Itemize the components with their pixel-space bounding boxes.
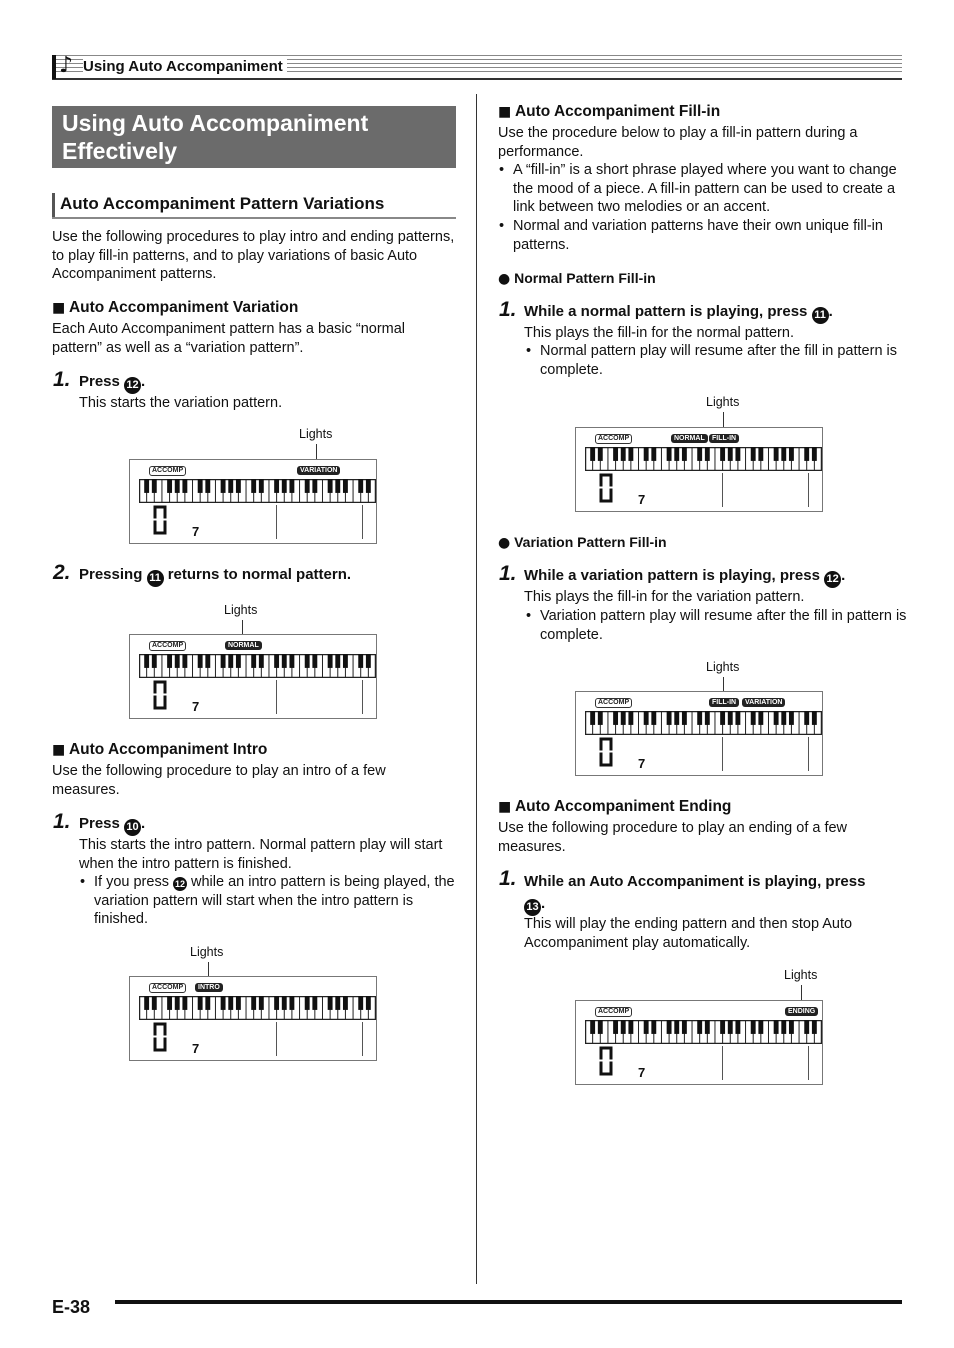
bullet-note: • Normal and variation patterns have their own unique fill-in patterns. (499, 218, 883, 253)
bullet-icon: • (80, 874, 86, 890)
tempo-digit: 7 (638, 492, 646, 507)
step-description: This plays the fill-in for the normal pattern. (524, 325, 794, 341)
normal-indicator: NORMAL (225, 641, 262, 650)
keyboard-graphic (585, 1020, 822, 1044)
display-divider (722, 1046, 723, 1080)
button-11-icon: 11 (812, 307, 829, 324)
square-bullet-icon: ■ (498, 799, 512, 815)
step-number: 1. (499, 298, 517, 321)
lcd-display (129, 459, 377, 544)
step-description: This plays the fill-in for the variation pattern. (524, 589, 805, 605)
bullet-icon: • (499, 162, 505, 178)
fillin-paragraph: Use the procedure below to play a fill-in pattern during a performance. (498, 125, 858, 160)
bullet-note: • A “fill-in” is a short phrase played where you want to change the mood of a piece. A fill-in pattern can be used to create a link between two melodies or an accent. (499, 162, 897, 215)
display-divider (276, 505, 277, 539)
keyboard-graphic (139, 996, 376, 1020)
normal-indicator: NORMAL (671, 434, 708, 443)
display-divider (362, 680, 363, 714)
step-number: 1. (499, 867, 517, 890)
keyboard-graphic (139, 654, 376, 678)
ending-paragraph: Use the following procedure to play an ending of a few measures. (498, 820, 848, 855)
button-11-icon: 11 (147, 570, 164, 587)
circle-bullet-icon: ● (498, 535, 511, 551)
digit-segment-icon (152, 680, 168, 710)
variation-indicator: VARIATION (742, 698, 785, 707)
lights-label: Lights (706, 395, 740, 409)
display-divider (808, 473, 809, 507)
ending-indicator: ENDING (785, 1007, 818, 1016)
step-instruction: While a normal pattern is playing, press 11 . (524, 302, 833, 324)
column-divider (476, 94, 477, 1284)
bullet-note: • If you press 12 while an intro pattern is being played, the variation pattern will start when the intro pattern is finished. (80, 874, 455, 927)
display-divider (362, 1022, 363, 1056)
display-divider (276, 680, 277, 714)
button-13-icon: 13 (524, 899, 541, 916)
digit-segment-icon (598, 737, 614, 767)
button-12-icon: 12 (824, 571, 841, 588)
accomp-indicator: ACCOMP (149, 641, 186, 651)
footer-rule (115, 1300, 902, 1304)
digit-segment-icon (598, 1046, 614, 1076)
lights-label: Lights (299, 427, 333, 441)
lcd-display (575, 427, 823, 512)
keyboard-graphic (585, 447, 822, 471)
running-header: Using Auto Accompaniment (83, 58, 287, 76)
display-divider (722, 737, 723, 771)
variation-indicator: VARIATION (297, 466, 340, 475)
tempo-digit: 7 (638, 1065, 646, 1080)
music-note-icon: ♪ (59, 53, 74, 78)
variation-paragraph: Each Auto Accompaniment pattern has a basic “normal pattern” as well as a “variation pattern”. (52, 321, 406, 356)
ending-heading: ■ Auto Accompaniment Ending (498, 798, 732, 815)
tempo-digit: 7 (192, 1041, 200, 1056)
section-subheading: Auto Accompaniment Pattern Variations (60, 194, 385, 213)
step-description: This starts the variation pattern. (79, 395, 283, 411)
intro-heading: ■ Auto Accompaniment Intro (52, 741, 268, 758)
keyboard-graphic (139, 479, 376, 503)
tempo-digit: 7 (192, 524, 200, 539)
lights-label: Lights (224, 603, 258, 617)
step-instruction: While an Auto Accompaniment is playing, press 13 . (524, 871, 904, 916)
step-number: 2. (53, 561, 71, 584)
lcd-display (129, 976, 377, 1061)
digit-segment-icon (152, 1022, 168, 1052)
fillin-heading: ■ Auto Accompaniment Fill-in (498, 103, 721, 120)
display-divider (276, 1022, 277, 1056)
digit-segment-icon (152, 505, 168, 535)
step-number: 1. (53, 810, 71, 833)
intro-section-paragraph: Use the following procedure to play an intro of a few measures. (52, 763, 386, 798)
step-description: This will play the ending pattern and then stop Auto Accompaniment play automatically. (524, 916, 853, 951)
step-number: 1. (53, 368, 71, 391)
button-10-icon: 10 (124, 819, 141, 836)
step-instruction: While a variation pattern is playing, press 12 . (524, 566, 845, 588)
fill-in-indicator: FILL-IN (709, 698, 739, 707)
bullet-note: • Variation pattern play will resume after the fill in pattern is complete. (526, 608, 907, 643)
tempo-digit: 7 (638, 756, 646, 771)
step-instruction: Pressing 11 returns to normal pattern. (79, 565, 351, 587)
lcd-display (129, 634, 377, 719)
accomp-indicator: ACCOMP (595, 698, 632, 708)
lights-label: Lights (190, 945, 224, 959)
bullet-note: • Normal pattern play will resume after the fill in pattern is complete. (526, 343, 898, 378)
display-divider (722, 473, 723, 507)
lcd-display (575, 691, 823, 776)
subheading-bar (52, 193, 55, 218)
subheading-underline (52, 217, 456, 219)
lcd-display (575, 1000, 823, 1085)
square-bullet-icon: ■ (52, 300, 66, 316)
intro-indicator: INTRO (195, 983, 223, 992)
page-title: Using Auto Accompaniment Effectively (62, 110, 369, 164)
bullet-icon: • (526, 608, 532, 624)
header-bar (52, 55, 56, 79)
square-bullet-icon: ■ (52, 742, 66, 758)
keyboard-graphic (585, 711, 822, 735)
tempo-digit: 7 (192, 699, 200, 714)
intro-paragraph: Use the following procedures to play intro and ending patterns, to play fill-in patterns, and to play variations of basic Auto Accompaniment patterns. (52, 229, 455, 282)
step-number: 1. (499, 562, 517, 585)
normal-fillin-subheading: ● Normal Pattern Fill-in (498, 270, 656, 287)
bullet-icon: • (526, 343, 532, 359)
display-divider (808, 737, 809, 771)
button-12-icon: 12 (124, 377, 141, 394)
digit-segment-icon (598, 473, 614, 503)
bullet-icon: • (499, 218, 505, 234)
step-instruction: Press 10 . (79, 814, 145, 836)
variation-heading: ■ Auto Accompaniment Variation (52, 299, 299, 316)
button-12-icon: 12 (174, 879, 185, 889)
accomp-indicator: ACCOMP (149, 466, 186, 476)
lights-label: Lights (706, 660, 740, 674)
accomp-indicator: ACCOMP (149, 983, 186, 993)
fill-in-indicator: FILL-IN (709, 434, 739, 443)
variation-fillin-subheading: ● Variation Pattern Fill-in (498, 534, 667, 551)
display-divider (362, 505, 363, 539)
page-number: E-38 (52, 1297, 91, 1317)
square-bullet-icon: ■ (498, 104, 512, 120)
step-instruction: Press 12 . (79, 372, 145, 394)
circle-bullet-icon: ● (498, 271, 511, 287)
display-divider (808, 1046, 809, 1080)
lights-label: Lights (784, 968, 818, 982)
step-description: This starts the intro pattern. Normal pattern play will start when the intro pattern is finished. (79, 837, 443, 872)
accomp-indicator: ACCOMP (595, 434, 632, 444)
accomp-indicator: ACCOMP (595, 1007, 632, 1017)
